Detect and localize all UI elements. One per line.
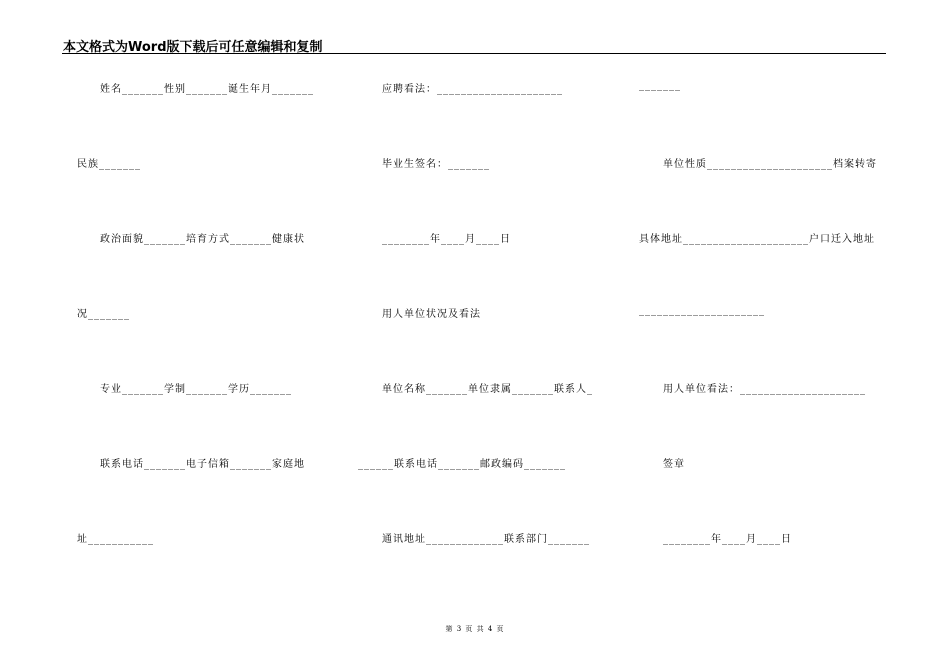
middle-line-4: 用人单位状况及看法: [382, 309, 481, 320]
middle-line-2: 毕业生签名：_______: [382, 159, 490, 170]
left-line-6: 联系电话_______电子信箱_______家庭地: [100, 459, 305, 470]
right-line-1: _______: [639, 80, 681, 91]
left-line-7: 址___________: [77, 534, 154, 545]
right-line-6: 签章: [663, 459, 685, 470]
right-line-3: 具体地址_____________________户口迁入地址: [639, 234, 875, 245]
left-line-3: 政治面貌_______培育方式_______健康状: [100, 234, 305, 245]
middle-line-6: ______联系电话_______邮政编码_______: [358, 459, 566, 470]
middle-line-3: ________年____月____日: [382, 234, 511, 245]
left-line-4: 况_______: [77, 309, 130, 320]
header-divider: [62, 53, 886, 54]
right-line-4: _____________________: [639, 305, 765, 316]
middle-line-5: 单位名称_______单位隶属_______联系人_: [382, 384, 593, 395]
right-line-5: 用人单位看法：_____________________: [663, 384, 866, 395]
page-number-footer: 第 3 页 共 4 页: [445, 625, 505, 633]
document-header-title: 本文格式为Word版下载后可任意编辑和复制: [63, 40, 323, 55]
right-line-2: 单位性质_____________________档案转寄: [663, 159, 877, 170]
left-line-2: 民族_______: [77, 159, 141, 170]
left-line-5: 专业_______学制_______学历_______: [100, 384, 292, 395]
middle-line-1: 应聘看法：_____________________: [382, 84, 563, 95]
right-line-7: ________年____月____日: [663, 534, 792, 545]
left-line-1: 姓名_______性别_______诞生年月_______: [100, 84, 314, 95]
middle-line-7: 通讯地址_____________联系部门_______: [382, 534, 590, 545]
